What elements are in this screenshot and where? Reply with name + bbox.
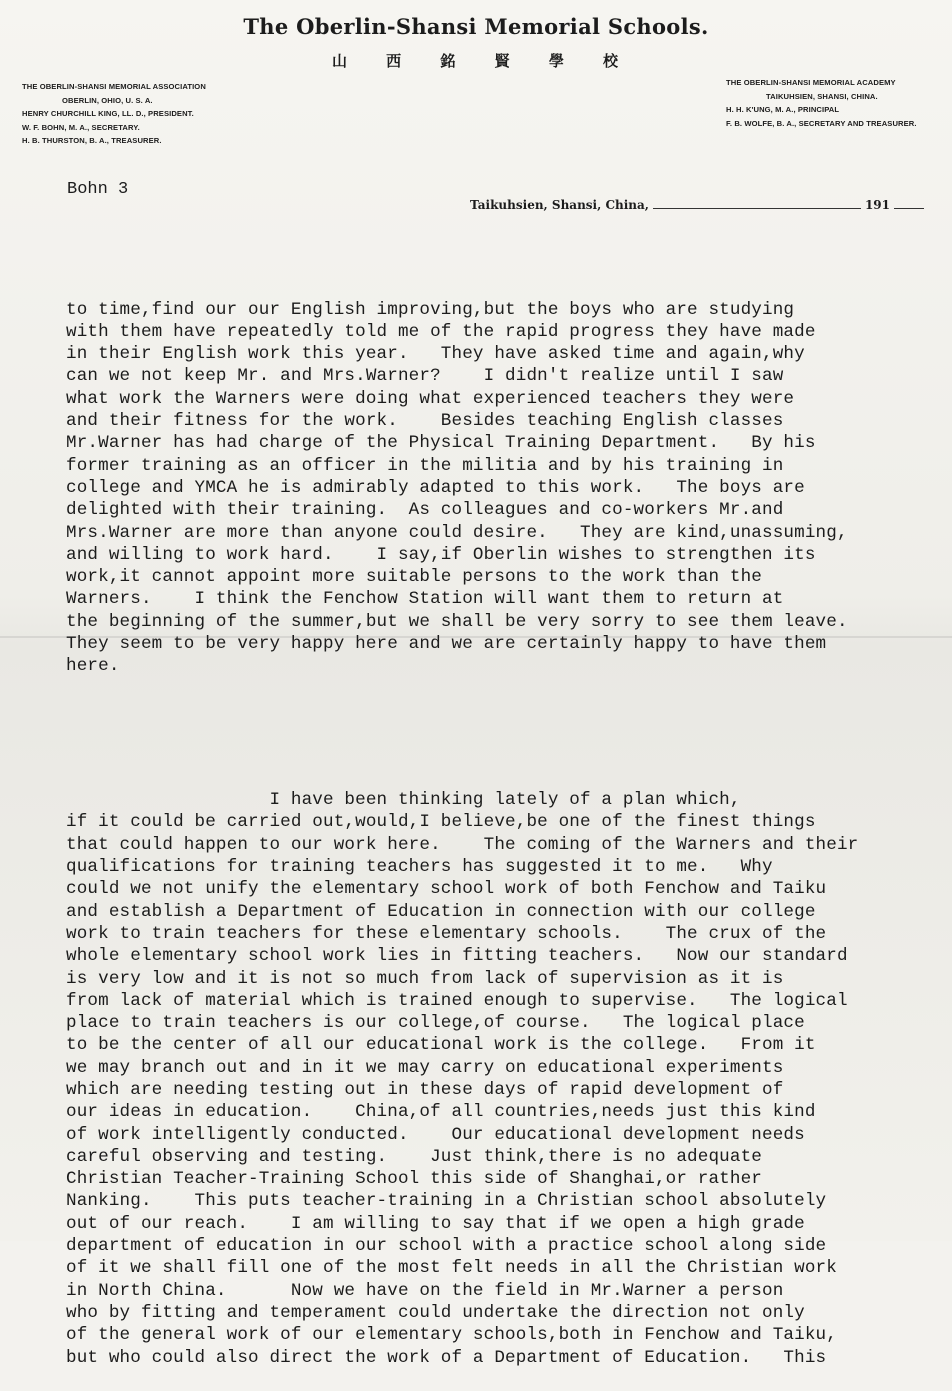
letter-line: place to train teachers is our college,of course. The logical place bbox=[66, 1013, 805, 1034]
academy-name: THE OBERLIN-SHANSI MEMORIAL ACADEMY bbox=[726, 78, 896, 87]
place-date-line bbox=[470, 198, 924, 212]
letter-line: I have been thinking lately of a plan which, bbox=[66, 790, 741, 811]
letter-line: department of education in our school with a practice school along side bbox=[66, 1236, 827, 1257]
paragraph-2 bbox=[66, 789, 946, 1369]
letter-line: we may branch out and in it we may carry on educational experiments bbox=[66, 1057, 784, 1078]
letter-line: qualifications for training teachers has suggested it to me. Why bbox=[66, 857, 773, 878]
letter-line: of work intelligently conducted. Our educational development needs bbox=[66, 1124, 805, 1145]
letter-line: who by fitting and temperament could undertake the direction not only bbox=[66, 1302, 805, 1323]
academy-location: TAIKUHSIEN, SHANSI, CHINA. bbox=[766, 91, 878, 101]
letter-line: former training as an officer in the militia and by his training in bbox=[66, 455, 784, 476]
letter-line: to be the center of all our educational work is the college. From it bbox=[66, 1035, 816, 1056]
letter-line: and willing to work hard. I say,if Oberlin wishes to strengthen its bbox=[66, 544, 816, 565]
letter-line: in North China. Now we have on the field in Mr.Warner a person bbox=[66, 1280, 784, 1301]
letter-line: but who could also direct the work of a Department of Education. This bbox=[66, 1347, 827, 1368]
letter-line: out of our reach. I am willing to say that if we open a high grade bbox=[66, 1213, 805, 1234]
letter-line: the beginning of the summer,but we shall be very sorry to see them leave. bbox=[66, 611, 848, 632]
letter-line: work to train teachers for these elementary schools. The crux of the bbox=[66, 923, 827, 944]
academy-principal: H. H. K'UNG, M. A., PRINCIPAL bbox=[726, 105, 840, 114]
letter-line: our ideas in education. China,of all countries,needs just this kind bbox=[66, 1102, 816, 1123]
academy-secretary: F. B. WOLFE, B. A., SECRETARY AND TREASURER. bbox=[726, 118, 917, 128]
letter-line: Mr.Warner has had charge of the Physical Training Department. By his bbox=[66, 433, 816, 454]
association-secretary: W. F. BOHN, M. A., SECRETARY. bbox=[22, 122, 140, 132]
letter-line: from lack of material which is trained enough to supervise. The logical bbox=[66, 990, 848, 1011]
letter-line: Mrs.Warner are more than anyone could desire. They are kind,unassuming, bbox=[66, 522, 848, 543]
association-treasurer: H. B. THURSTON, B. A., TREASURER. bbox=[22, 136, 162, 145]
letter-line: can we not keep Mr. and Mrs.Warner? I didn't realize until I saw bbox=[66, 366, 784, 387]
letter-line: Nanking. This puts teacher-training in a Christian school absolutely bbox=[66, 1191, 827, 1212]
letter-line: could we not unify the elementary school work of both Fenchow and Taiku bbox=[66, 879, 827, 900]
letter-line: what work the Warners were doing what experienced teachers they were bbox=[66, 388, 795, 409]
academy-block bbox=[726, 76, 917, 130]
association-president: HENRY CHURCHILL KING, LL. D., PRESIDENT. bbox=[22, 109, 194, 118]
association-location: OBERLIN, OHIO, U. S. A. bbox=[62, 95, 153, 105]
paragraph-gap bbox=[66, 722, 946, 744]
letter-line: work,it cannot appoint more suitable persons to the work than the bbox=[66, 567, 763, 588]
letter-line: is very low and it is not so much from lack of supervision as it is bbox=[66, 968, 784, 989]
letterhead-title: The Oberlin-Shansi Memorial Schools. bbox=[243, 14, 709, 39]
letter-line: that could happen to our work here. The coming of the Warners and their bbox=[66, 834, 859, 855]
letter-line: which are needing testing out in these days of rapid development of bbox=[66, 1079, 784, 1100]
date-blank bbox=[653, 208, 861, 209]
letterhead-chinese-name: 山 西 銘 賢 學 校 bbox=[331, 52, 621, 70]
letter-body bbox=[66, 254, 946, 1391]
letter-line: here. bbox=[66, 656, 120, 677]
letter-line: Christian Teacher-Training School this side of Shanghai,or rather bbox=[66, 1169, 763, 1190]
letter-line: college and YMCA he is admirably adapted to this work. The boys are bbox=[66, 477, 805, 498]
letter-line: of it we shall fill one of the most felt needs in all the Christian work bbox=[66, 1258, 837, 1279]
association-block bbox=[22, 80, 206, 148]
letter-line: and their fitness for the work. Besides teaching English classes bbox=[66, 411, 784, 432]
year-prefix: 191 bbox=[864, 198, 890, 212]
letter-line: to time,find our our English improving,but the boys who are studying bbox=[66, 299, 795, 320]
association-name: THE OBERLIN-SHANSI MEMORIAL ASSOCIATION bbox=[22, 82, 206, 91]
year-blank bbox=[894, 208, 924, 209]
page-reference: Bohn 3 bbox=[67, 180, 129, 199]
letter-line: with them have repeatedly told me of the rapid progress they have made bbox=[66, 321, 816, 342]
letter-line: if it could be carried out,would,I believe,be one of the finest things bbox=[66, 812, 816, 833]
letter-line: of the general work of our elementary schools,both in Fenchow and Taiku, bbox=[66, 1325, 837, 1346]
letter-line: careful observing and testing. Just think,there is no adequate bbox=[66, 1146, 763, 1167]
letter-line: whole elementary school work lies in fitting teachers. Now our standard bbox=[66, 946, 848, 967]
letter-line: and establish a Department of Education in connection with our college bbox=[66, 901, 816, 922]
paragraph-1 bbox=[66, 299, 946, 678]
letter-line: in their English work this year. They have asked time and again,why bbox=[66, 344, 805, 365]
letter-line: Warners. I think the Fenchow Station will want them to return at bbox=[66, 589, 784, 610]
letter-line: delighted with their training. As colleagues and co-workers Mr.and bbox=[66, 500, 784, 521]
letter-line: They seem to be very happy here and we are certainly happy to have them bbox=[66, 634, 827, 655]
place-name: Taikuhsien, Shansi, China, bbox=[470, 198, 649, 212]
